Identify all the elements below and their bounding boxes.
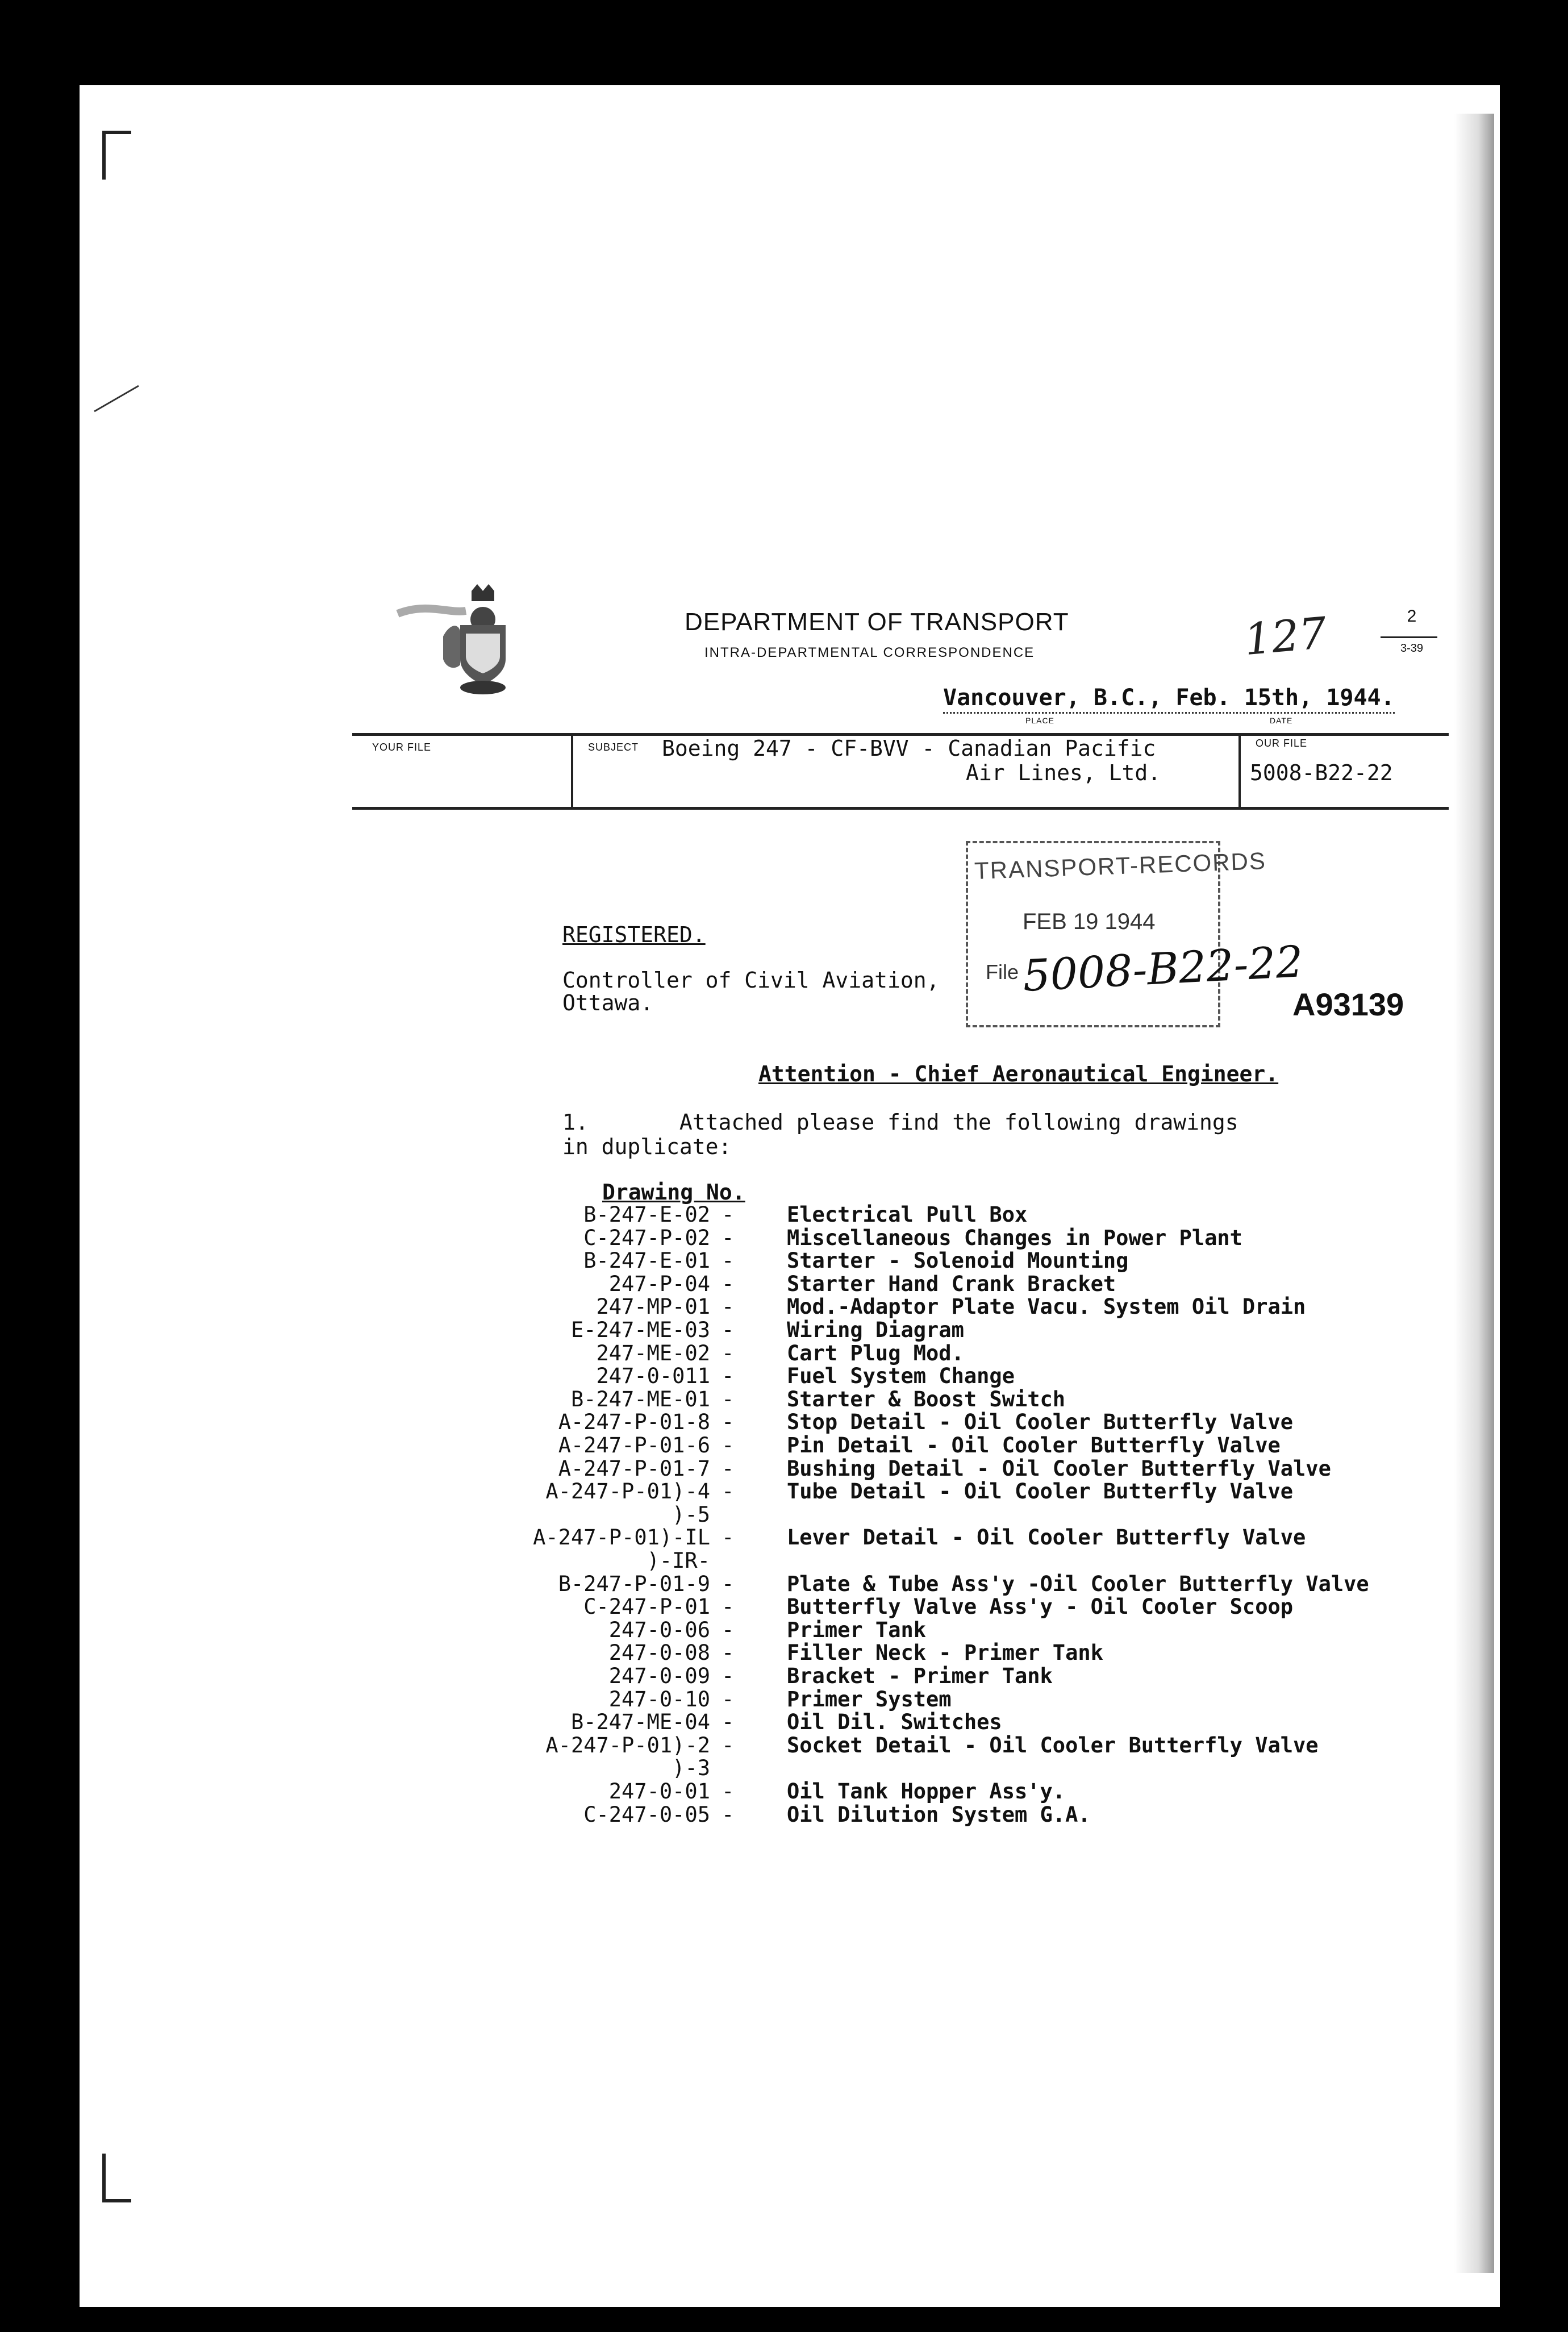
correspondence-subtitle: INTRA-DEPARTMENTAL CORRESPONDENCE [704,645,1035,660]
header-divider-right [1238,733,1241,810]
drawing-number-header: Drawing No. [602,1180,745,1205]
stamp-date: FEB 19 1944 [1023,909,1156,934]
drawing-separator: - [722,1340,735,1365]
drawing-description: Filler Neck - Primer Tank [787,1640,1103,1665]
drawing-description: Oil Dil. Switches [787,1710,1002,1735]
drawing-number: C-247-0-05 [583,1802,710,1827]
drawing-description: Starter - Solenoid Mounting [787,1248,1129,1273]
drawing-number: B-247-E-01 [583,1248,710,1273]
drawing-number: A-247-P-01-8 [558,1410,710,1435]
drawing-separator: - [722,1479,735,1504]
drawing-separator: - [722,1733,735,1758]
drawing-number: E-247-ME-03 [570,1318,710,1342]
drawing-number: )-5 [672,1502,710,1527]
drawing-separator: - [722,1802,735,1827]
drawing-separator: - [722,1364,735,1389]
coat-of-arms-crest-icon [392,580,506,699]
drawing-number: )-3 [672,1756,710,1781]
paragraph-line-2: in duplicate: [562,1134,732,1159]
drawing-separator: - [722,1525,735,1550]
drawing-description: Primer System [787,1686,952,1711]
drawing-number: B-247-P-01-9 [558,1571,710,1596]
drawing-separator: - [722,1686,735,1711]
stamp-file-label: File [986,960,1019,984]
drawing-separator: - [722,1571,735,1596]
drawing-description: Miscellaneous Changes in Power Plant [787,1225,1242,1250]
drawing-description: Socket Detail - Oil Cooler Butterfly Valve [787,1733,1319,1758]
drawing-number: 247-0-011 [596,1364,710,1389]
drawing-description: Bushing Detail - Oil Cooler Butterfly Valve [787,1456,1331,1481]
our-file-label: OUR FILE [1256,738,1308,749]
addressee-line-1: Controller of Civil Aviation, [562,968,940,993]
drawing-number: 247-0-09 [608,1664,710,1688]
drawing-separator: - [722,1318,735,1342]
handwritten-page-number: 127 [1242,607,1329,665]
drawing-number: 247-0-10 [608,1686,710,1711]
drawing-description: Oil Tank Hopper Ass'y. [787,1779,1066,1804]
drawing-separator: - [722,1248,735,1273]
registered-label: REGISTERED. [562,922,706,947]
drawing-description: Plate & Tube Ass'y -Oil Cooler Butterfly Valve [787,1571,1369,1596]
page-edge-shadow [1454,114,1494,2273]
drawing-number: 247-MP-01 [596,1294,710,1319]
your-file-label: YOUR FILE [372,742,432,753]
drawing-description: Wiring Diagram [787,1318,964,1342]
drawing-separator: - [722,1779,735,1804]
paragraph-line-1: 1. Attached please find the following drawings [562,1110,1238,1135]
drawing-description: Lever Detail - Oil Cooler Butterfly Valve [787,1525,1306,1550]
drawing-description: Stop Detail - Oil Cooler Butterfly Valve [787,1410,1294,1435]
stamp-title: TRANSPORT-RECORDS [974,847,1267,884]
drawing-number: B-247-ME-01 [570,1386,710,1411]
drawing-description: Butterfly Valve Ass'y - Oil Cooler Scoop [787,1594,1294,1619]
department-title: DEPARTMENT OF TRANSPORT [685,608,1069,636]
place-date-line: Vancouver, B.C., Feb. 15th, 1944. [943,685,1395,714]
subject-label: SUBJECT [588,742,639,753]
drawing-separator: - [722,1594,735,1619]
form-revision: 3-39 [1400,642,1424,655]
stamp-handwritten-file: 5008-B22-22 [1021,936,1305,1001]
corner-mark-bottom-left [102,2154,131,2202]
drawing-number: 247-ME-02 [596,1340,710,1365]
drawing-separator: - [722,1225,735,1250]
drawing-description: Primer Tank [787,1617,927,1642]
drawing-number: C-247-P-02 [583,1225,710,1250]
attention-line: Attention - Chief Aeronautical Engineer. [758,1061,1279,1086]
form-number: 2 [1407,607,1417,626]
drawing-description: Tube Detail - Oil Cooler Butterfly Valve [787,1479,1294,1504]
addressee-line-2: Ottawa. [562,990,654,1015]
form-number-divider [1381,636,1437,638]
drawing-number: B-247-E-02 [583,1202,710,1227]
date-label: DATE [1270,716,1293,725]
drawing-number: 247-0-01 [608,1779,710,1804]
drawing-number: A-247-P-01)-2 [545,1733,710,1758]
drawing-separator: - [722,1433,735,1458]
header-divider-left [571,733,573,810]
drawing-separator: - [722,1410,735,1435]
drawing-number: B-247-ME-04 [570,1710,710,1735]
drawing-description: Electrical Pull Box [787,1202,1028,1227]
document-page [80,85,1500,2307]
drawing-separator: - [722,1456,735,1481]
header-rule-bottom [352,807,1449,810]
drawing-description: Oil Dilution System G.A. [787,1802,1091,1827]
drawing-separator: - [722,1710,735,1735]
drawing-number: A-247-P-01-6 [558,1433,710,1458]
drawing-separator: - [722,1640,735,1665]
drawing-description: Starter Hand Crank Bracket [787,1271,1116,1296]
drawing-separator: - [722,1617,735,1642]
drawing-separator: - [722,1202,735,1227]
drawing-description: Mod.-Adaptor Plate Vacu. System Oil Drain [787,1294,1306,1319]
drawing-number: A-247-P-01-7 [558,1456,710,1481]
drawing-number: A-247-P-01)-4 [545,1479,710,1504]
reference-number: A93139 [1292,986,1404,1022]
drawing-number: A-247-P-01)-IL [533,1525,710,1550]
drawing-separator: - [722,1386,735,1411]
our-file-number: 5008-B22-22 [1250,760,1393,785]
drawing-separator: - [722,1664,735,1688]
drawing-number: )-IR- [647,1548,710,1573]
place-label: PLACE [1025,716,1054,725]
drawing-description: Bracket - Primer Tank [787,1664,1053,1688]
drawing-separator: - [722,1271,735,1296]
drawing-number: C-247-P-01 [583,1594,710,1619]
drawing-number: 247-P-04 [608,1271,710,1296]
subject-line-2: Air Lines, Ltd. [966,760,1161,785]
drawing-number: 247-0-06 [608,1617,710,1642]
drawing-description: Cart Plug Mod. [787,1340,964,1365]
corner-mark-top-left [102,131,131,180]
drawing-number: 247-0-08 [608,1640,710,1665]
drawing-description: Starter & Boost Switch [787,1386,1066,1411]
subject-line-1: Boeing 247 - CF-BVV - Canadian Pacific [662,736,1156,761]
drawing-separator: - [722,1294,735,1319]
drawing-description: Pin Detail - Oil Cooler Butterfly Valve [787,1433,1281,1458]
drawing-description: Fuel System Change [787,1364,1015,1389]
